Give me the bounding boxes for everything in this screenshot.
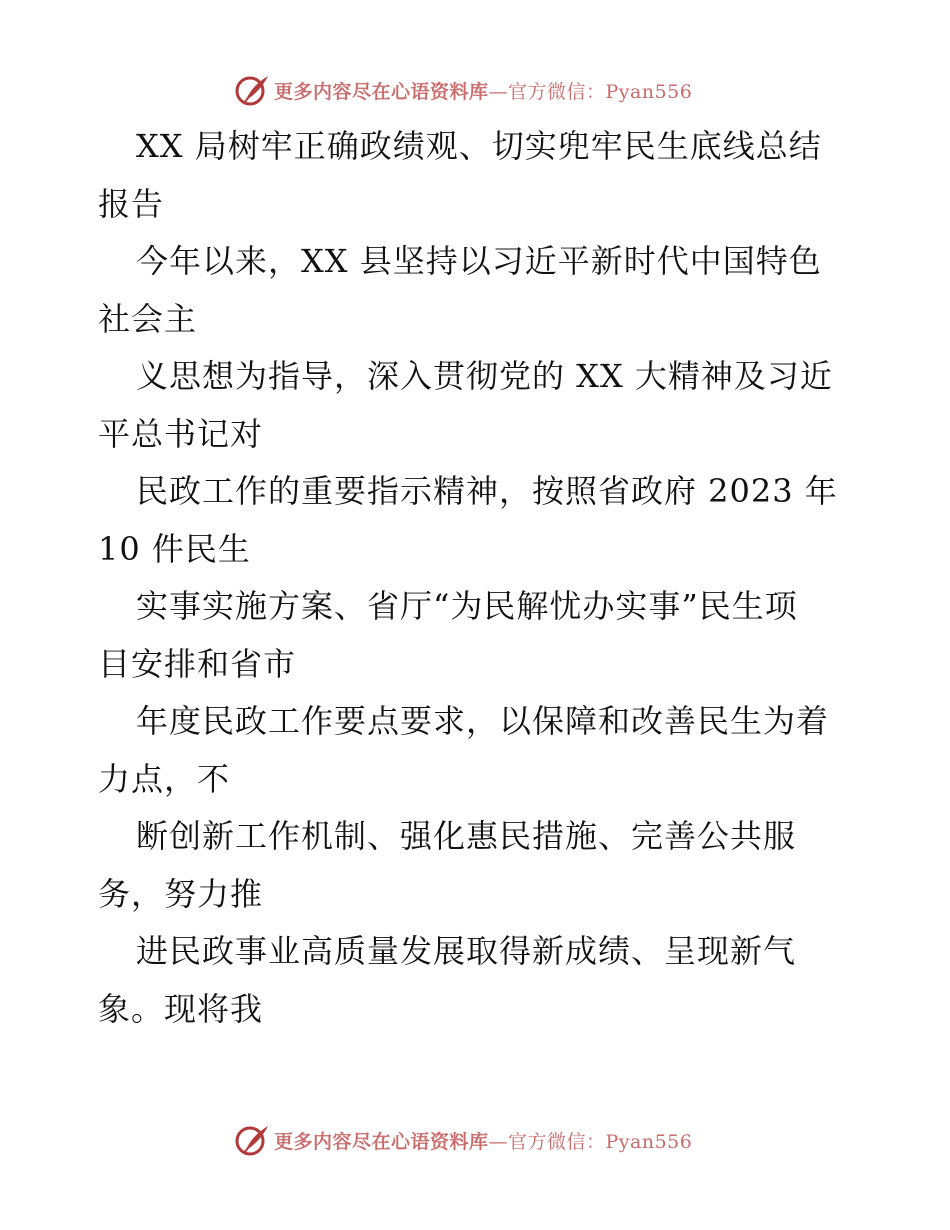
banner-main-text: 更多内容尽在心语资料库: [274, 1130, 489, 1153]
doc-line: 10 件民生: [98, 529, 251, 568]
banner-dash: —: [488, 1130, 509, 1153]
header-banner[interactable]: [232, 70, 692, 110]
doc-line: 义思想为指导，深入贯彻党的 XX 大精神及习近: [136, 357, 833, 395]
doc-line: 力点，不: [98, 759, 231, 798]
doc-line: 民政工作的重要指示精神，按照省政府 2023 年: [136, 472, 838, 510]
banner-main-text: 更多内容尽在心语资料库: [274, 80, 489, 103]
doc-line: 今年以来，XX 县坚持以习近平新时代中国特色: [136, 242, 822, 280]
document-body: [98, 118, 858, 1038]
doc-line: 平总书记对: [98, 414, 264, 453]
footer-banner[interactable]: [232, 1120, 692, 1160]
doc-line: 年度民政工作要点要求，以保障和改善民生为着: [136, 702, 830, 740]
feather-pen-circle-icon: [232, 1120, 272, 1160]
feather-pen-circle-icon: [232, 70, 272, 110]
doc-line: 报告: [98, 184, 165, 223]
doc-line: 象。现将我: [98, 989, 264, 1028]
doc-line: 断创新工作机制、强化惠民措施、完善公共服: [136, 817, 797, 855]
banner-wechat-text: 官方微信：Pyan556: [508, 80, 693, 103]
doc-line: 目安排和省市: [98, 644, 297, 683]
doc-line: 社会主: [98, 299, 198, 338]
doc-line: 进民政事业高质量发展取得新成绩、呈现新气: [136, 932, 797, 970]
banner-dash: —: [488, 80, 509, 103]
doc-line: 务，努力推: [98, 874, 264, 913]
doc-line: XX 局树牢正确政绩观、切实兜牢民生底线总结: [136, 127, 822, 165]
doc-line: 实事实施方案、省厅“为民解忧办实事”民生项: [136, 587, 798, 625]
banner-wechat-text: 官方微信：Pyan556: [508, 1130, 693, 1153]
